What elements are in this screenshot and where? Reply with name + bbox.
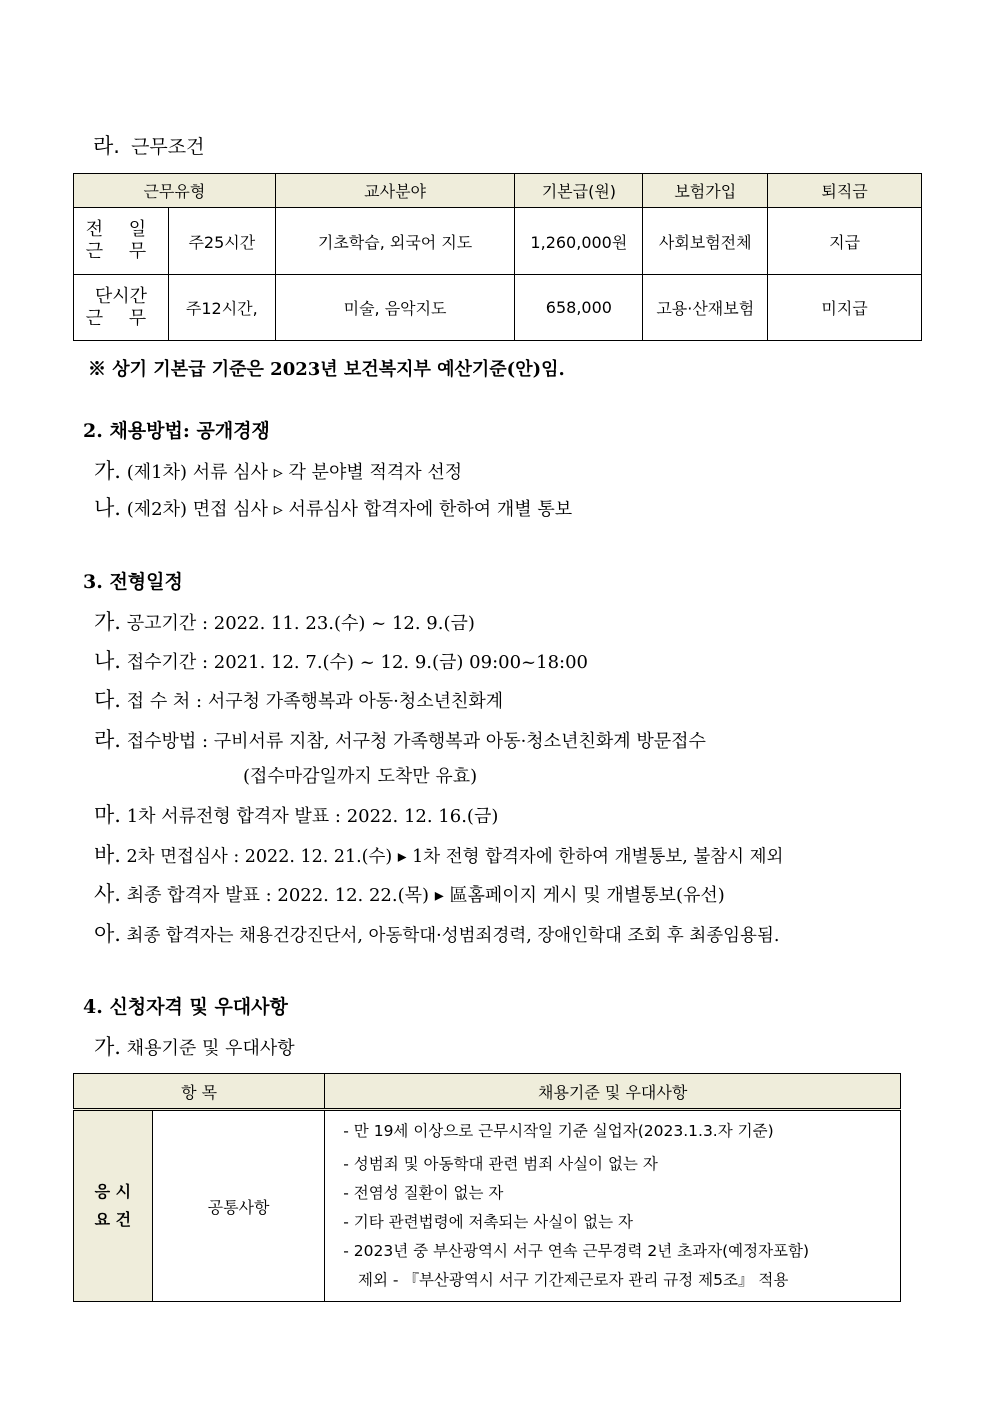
item-label: 라. bbox=[94, 728, 121, 752]
item-label: 가. bbox=[94, 610, 121, 634]
criteria-line: - 2023년 중 부산광역시 서구 연속 근무경력 2년 초과자(예정자포함) bbox=[343, 1242, 810, 1260]
category-cell bbox=[74, 1110, 153, 1302]
list-item bbox=[94, 918, 779, 948]
section-title-schedule: 3. 전형일정 bbox=[83, 571, 183, 593]
criteria-list-cell bbox=[325, 1110, 901, 1302]
table-header-row bbox=[74, 1074, 901, 1110]
section-label: 라. bbox=[93, 134, 120, 158]
work-type-line: 단시간 bbox=[94, 285, 148, 307]
item-label: 바. bbox=[94, 843, 121, 867]
work-type-line: 전 일 bbox=[85, 219, 157, 240]
header-cell: 항 목 bbox=[74, 1074, 325, 1110]
header-cell: 근무유형 bbox=[74, 174, 276, 208]
item-label: 나. bbox=[94, 496, 121, 520]
item-label: 마. bbox=[94, 803, 121, 827]
hours-cell: 주25시간 bbox=[168, 208, 275, 275]
insurance-cell: 고용·산재보험 bbox=[643, 275, 768, 341]
item-label: 다. bbox=[94, 688, 121, 712]
list-item bbox=[94, 799, 498, 829]
item-text: 채용기준 및 우대사항 bbox=[126, 1038, 295, 1059]
severance-cell: 미지급 bbox=[768, 275, 922, 341]
section-title-eligibility: 4. 신청자격 및 우대사항 bbox=[83, 996, 288, 1018]
list-item bbox=[94, 839, 783, 869]
severance-cell: 지급 bbox=[768, 208, 922, 275]
header-cell: 퇴직금 bbox=[768, 174, 922, 208]
item-label: 나. bbox=[94, 649, 121, 673]
hours-cell: 주12시간, bbox=[168, 275, 275, 341]
list-item bbox=[94, 724, 706, 754]
item-label: 가. bbox=[94, 459, 121, 483]
list-item bbox=[94, 492, 572, 522]
work-type-cell bbox=[74, 208, 169, 275]
section-title: 근무조건 bbox=[131, 136, 205, 158]
item-text: (제2차) 면접 심사 ▹ 서류심사 합격자에 한하여 개별 통보 bbox=[126, 499, 573, 520]
item-text: 1차 서류전형 합격자 발표 : 2022. 12. 16.(금) bbox=[126, 806, 499, 827]
item-label: 아. bbox=[94, 922, 121, 946]
item-label: 가. bbox=[94, 1035, 121, 1059]
list-item bbox=[94, 878, 725, 908]
table-header-row bbox=[74, 174, 922, 208]
item-text: 최종 합격자는 채용건강진단서, 아동학대·성범죄경력, 장애인학대 조회 후 최종임용됨. bbox=[126, 926, 780, 946]
item-label: 사. bbox=[94, 882, 121, 906]
work-conditions-table bbox=[73, 173, 922, 341]
item-text: 2차 면접심사 : 2022. 12. 21.(수) ▸ 1차 전형 합격자에 한하여 개별통보, 불참시 제외 bbox=[126, 847, 784, 867]
list-item-continuation: (접수마감일까지 도착만 유효) bbox=[243, 766, 478, 787]
header-cell: 보험가입 bbox=[643, 174, 768, 208]
table-row bbox=[74, 275, 922, 341]
section-heading-work-conditions bbox=[93, 130, 204, 160]
header-cell: 기본급(원) bbox=[515, 174, 643, 208]
work-type-line: 근 무 bbox=[85, 307, 157, 329]
list-item bbox=[94, 606, 475, 636]
list-item bbox=[94, 1031, 295, 1061]
work-type-line: 근 무 bbox=[85, 241, 157, 262]
section-title-recruitment-method: 2. 채용방법: 공개경쟁 bbox=[83, 420, 270, 442]
subcategory-cell: 공통사항 bbox=[152, 1110, 324, 1302]
header-cell: 교사분야 bbox=[275, 174, 515, 208]
list-item bbox=[94, 455, 462, 485]
salary-cell: 1,260,000원 bbox=[515, 208, 643, 275]
category-line: 응 시 bbox=[94, 1182, 132, 1201]
criteria-line: 제외 - 『부산광역시 서구 기간제근로자 관리 규정 제5조』 적용 bbox=[343, 1271, 789, 1289]
criteria-line: - 성범죄 및 아동학대 관련 범죄 사실이 없는 자 bbox=[343, 1155, 658, 1173]
work-type-cell bbox=[74, 275, 169, 341]
item-text: 공고기간 : 2022. 11. 23.(수) ~ 12. 9.(금) bbox=[126, 613, 475, 634]
item-text: 접수방법 : 구비서류 지참, 서구청 가족행복과 아동·청소년친화계 방문접수 bbox=[126, 731, 706, 752]
salary-cell: 658,000 bbox=[515, 275, 643, 341]
item-text: (제1차) 서류 심사 ▹ 각 분야별 적격자 선정 bbox=[126, 462, 463, 483]
table-row bbox=[74, 1110, 901, 1302]
category-line: 요 건 bbox=[94, 1210, 132, 1229]
header-cell: 채용기준 및 우대사항 bbox=[325, 1074, 901, 1110]
criteria-table bbox=[73, 1073, 901, 1302]
criteria-line: - 만 19세 이상으로 근무시작일 기준 실업자(2023.1.3.자 기준) bbox=[343, 1122, 774, 1140]
item-text: 접수기간 : 2021. 12. 7.(수) ~ 12. 9.(금) 09:00~18:00 bbox=[126, 652, 588, 673]
field-cell: 기초학습, 외국어 지도 bbox=[275, 208, 515, 275]
insurance-cell: 사회보험전체 bbox=[643, 208, 768, 275]
list-item bbox=[94, 645, 588, 675]
criteria-line: - 전염성 질환이 없는 자 bbox=[343, 1184, 504, 1202]
salary-note: ※ 상기 기본급 기준은 2023년 보건복지부 예산기준(안)임. bbox=[88, 359, 565, 380]
item-text: 최종 합격자 발표 : 2022. 12. 22.(목) ▸ 區홈페이지 게시 및 개별통보(유선) bbox=[126, 885, 725, 906]
item-text: 접 수 처 : 서구청 가족행복과 아동·청소년친화계 bbox=[126, 691, 504, 712]
criteria-line: - 기타 관련법령에 저촉되는 사실이 없는 자 bbox=[343, 1213, 633, 1231]
field-cell: 미술, 음악지도 bbox=[275, 275, 515, 341]
table-row bbox=[74, 208, 922, 275]
list-item bbox=[94, 684, 503, 714]
